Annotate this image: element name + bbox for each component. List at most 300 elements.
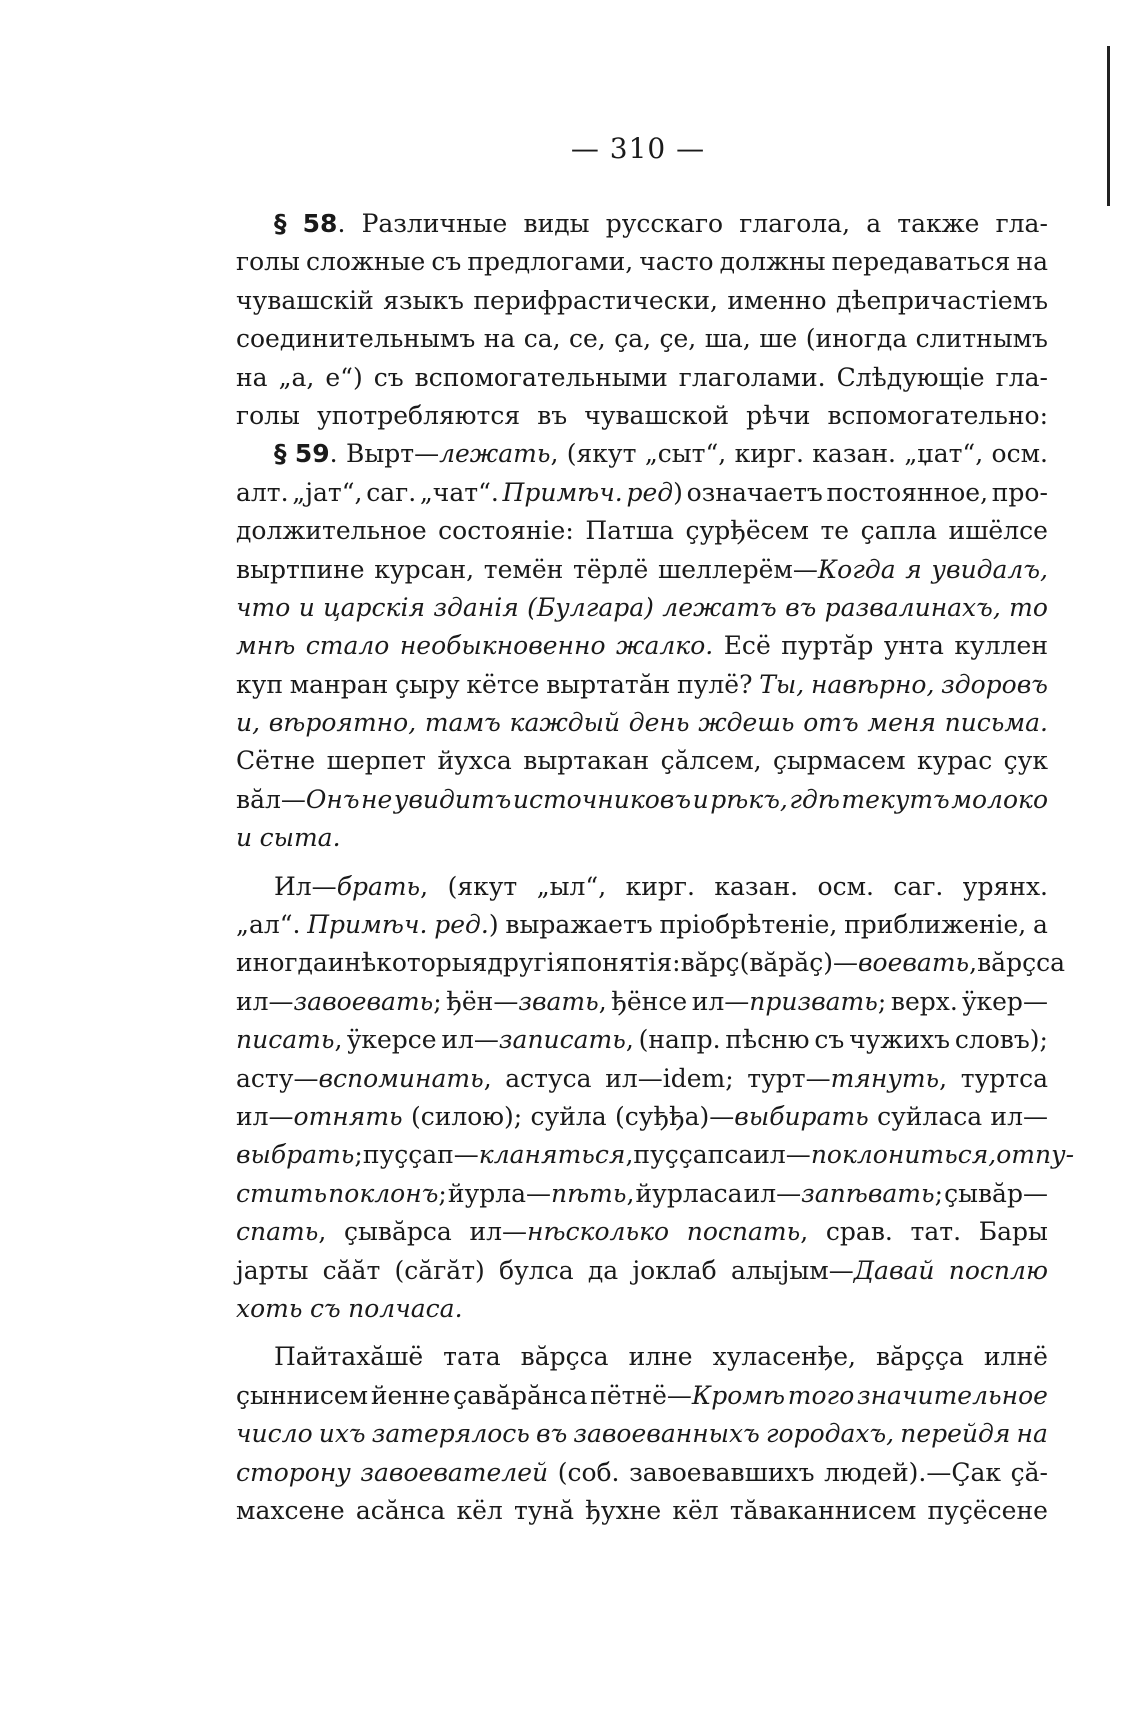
word <box>932 551 1048 589</box>
text-line <box>236 205 1048 243</box>
word <box>672 1492 718 1530</box>
word <box>514 1492 574 1530</box>
word-part: çавăрăнса <box>453 1380 588 1410</box>
word-part: кётсе <box>466 669 540 699</box>
word-part: вăрççа <box>876 1342 964 1372</box>
text-line <box>236 1492 1048 1530</box>
word <box>371 1377 451 1415</box>
word <box>614 320 651 358</box>
word-part: , <box>334 1025 343 1055</box>
word-part: лежать <box>439 439 551 469</box>
word <box>438 512 574 550</box>
word <box>730 1492 916 1530</box>
word-part: туртса <box>960 1063 1048 1093</box>
word <box>735 435 804 473</box>
word-part: и <box>327 948 345 978</box>
word-part: çыннисем <box>236 1380 369 1410</box>
word <box>659 906 837 944</box>
word-part: то <box>1009 592 1048 622</box>
word-part: Когда <box>817 554 896 584</box>
word <box>941 666 1048 704</box>
word-part: кирг. <box>734 439 804 469</box>
word <box>877 1098 982 1136</box>
word <box>437 742 511 780</box>
word-part: увидитъ <box>393 784 512 814</box>
word <box>434 906 498 944</box>
word-part: тунă <box>513 1495 575 1525</box>
word <box>961 1060 1048 1098</box>
word <box>236 1213 326 1251</box>
word <box>945 704 1048 742</box>
word-part: отъ <box>803 708 859 738</box>
word-part: , <box>598 986 607 1016</box>
word <box>317 397 520 435</box>
word <box>803 704 858 742</box>
word <box>425 704 501 742</box>
word <box>236 704 260 742</box>
word-part: выбирать <box>734 1101 869 1131</box>
word <box>279 359 315 397</box>
word <box>724 627 771 665</box>
word-part: булса <box>499 1255 574 1285</box>
word <box>905 551 922 589</box>
word-part: пѣсню <box>725 1025 810 1055</box>
word-part: русскаго <box>605 209 724 238</box>
word-part: асăнса <box>355 1495 446 1525</box>
word-part: дѣепричастіемъ <box>835 285 1048 315</box>
word <box>236 397 300 435</box>
word <box>710 781 788 819</box>
text-line <box>236 819 1048 857</box>
word <box>811 666 934 704</box>
word <box>484 320 516 358</box>
word-part: съ <box>431 247 462 277</box>
word <box>928 1492 1048 1530</box>
word <box>679 359 826 397</box>
word-part: сăăт <box>322 1255 381 1285</box>
word <box>615 1098 869 1136</box>
word <box>686 512 809 550</box>
word-part: завоеванныхъ <box>573 1419 760 1449</box>
word-part: ил— <box>990 1101 1048 1131</box>
word-part: что <box>236 592 291 622</box>
word-part: темён <box>483 554 564 584</box>
word-part: турт— <box>747 1063 831 1093</box>
word-part: ђухне <box>585 1495 662 1525</box>
word-part: йурла— <box>447 1178 551 1208</box>
word-part: мнѣ <box>236 631 296 661</box>
word-part: поспать <box>686 1217 801 1247</box>
word-part: ша, <box>704 324 751 354</box>
word-part: (напр. <box>638 1025 721 1055</box>
word-part: се, <box>569 324 606 354</box>
word <box>467 243 633 281</box>
word-part: и <box>298 592 315 622</box>
word-part: ихъ <box>318 1419 366 1449</box>
word <box>996 1136 1074 1174</box>
word-part: ишёлсе <box>948 516 1048 546</box>
word <box>884 627 944 665</box>
word <box>584 397 729 435</box>
word <box>867 704 936 742</box>
text-line <box>236 1098 1048 1136</box>
word <box>510 704 621 742</box>
word <box>841 781 949 819</box>
word <box>484 551 564 589</box>
word-part: царскія <box>323 592 426 622</box>
word <box>236 627 295 665</box>
word <box>400 627 606 665</box>
word-part: тёрлё <box>573 554 649 584</box>
word <box>327 742 426 780</box>
word <box>348 1290 462 1328</box>
text-line <box>236 435 1048 473</box>
word-part: а <box>866 209 882 238</box>
text-line <box>236 1290 1048 1328</box>
word <box>955 1021 1048 1059</box>
word <box>274 435 287 473</box>
word-part: гла- <box>995 362 1048 392</box>
word-part: пуççапса <box>633 1140 754 1170</box>
text-line <box>236 983 1048 1021</box>
word <box>698 704 794 742</box>
word <box>344 944 487 982</box>
word <box>753 1136 996 1174</box>
word <box>911 1213 962 1251</box>
word <box>537 868 606 906</box>
word-part: на <box>1016 247 1048 277</box>
word <box>513 781 691 819</box>
scan-edge-line <box>1107 46 1110 206</box>
word-part: должительное <box>236 516 427 546</box>
word <box>236 1290 302 1328</box>
word <box>536 1415 567 1453</box>
word <box>292 474 362 512</box>
word-part: предлогами, <box>467 247 634 277</box>
word <box>395 1252 485 1290</box>
word <box>705 320 751 358</box>
word-part: съ <box>309 1293 341 1323</box>
word-part: Патша <box>585 516 674 546</box>
word-part: завоевателей <box>360 1457 549 1487</box>
word <box>531 1098 607 1136</box>
word <box>893 868 943 906</box>
word-part: глаголами. <box>678 362 826 392</box>
word-part: ил— <box>469 1217 528 1247</box>
word-part: завоевать <box>293 986 434 1016</box>
word <box>949 1252 1048 1290</box>
word-part: навѣрно, <box>810 669 935 699</box>
text-line <box>236 320 1048 358</box>
word-part: „јат“, <box>292 477 363 507</box>
text-line <box>236 474 1048 512</box>
word-part: е“) <box>325 362 363 392</box>
word <box>661 742 762 780</box>
word-part: понятія: <box>570 948 681 978</box>
word-part: въ <box>536 1419 568 1449</box>
word-part: çук <box>1003 746 1048 776</box>
word-part: , <box>483 1063 492 1093</box>
text-line <box>236 781 1048 819</box>
word <box>963 868 1048 906</box>
word <box>323 589 425 627</box>
word <box>524 320 561 358</box>
word-part: отнять <box>293 1101 403 1131</box>
word-part: Ты, <box>759 669 805 699</box>
word <box>662 589 776 627</box>
word-part: Ил— <box>274 871 337 901</box>
word-part: лежатъ <box>662 592 777 622</box>
text-line <box>236 589 1048 627</box>
word <box>236 1454 351 1492</box>
text-line <box>236 666 1048 704</box>
word-part: Онъ <box>305 784 360 814</box>
word <box>310 1290 341 1328</box>
word <box>731 1252 935 1290</box>
word-part: (якут <box>566 439 637 469</box>
word-part: ÿкерсе <box>347 1025 437 1055</box>
word <box>866 205 881 243</box>
word <box>362 205 508 243</box>
word-part: саг. <box>366 477 417 507</box>
word-part: писать <box>236 1025 335 1055</box>
word-part: текутъ <box>841 784 950 814</box>
word-part: илнё <box>983 1342 1048 1372</box>
word-part: унта <box>883 631 944 661</box>
word <box>836 282 1048 320</box>
word-part: Слѣдующіе <box>836 362 985 392</box>
word-part: Примѣч. <box>307 910 428 940</box>
word-part: куп <box>236 669 283 699</box>
word <box>781 627 873 665</box>
word-part: ) <box>488 910 499 940</box>
word-part: стало <box>305 631 390 661</box>
word <box>269 704 416 742</box>
word-part: сложные <box>306 247 426 277</box>
word-part: тамъ <box>424 708 501 738</box>
word-part: постоянное, <box>826 477 989 507</box>
word-part: са, <box>523 324 561 354</box>
word <box>236 1252 308 1290</box>
word <box>236 781 360 819</box>
word-part: „а, <box>278 362 315 392</box>
word-part: алт. <box>236 477 289 507</box>
word <box>916 320 1048 358</box>
word <box>996 359 1048 397</box>
word <box>236 1098 403 1136</box>
word <box>466 666 539 704</box>
word <box>590 1377 785 1415</box>
word <box>306 243 425 281</box>
word <box>606 205 723 243</box>
word-part: часто <box>639 247 714 277</box>
word-part: ; <box>438 1178 447 1208</box>
word <box>505 1060 591 1098</box>
word <box>825 589 1001 627</box>
word <box>645 435 726 473</box>
word <box>236 1492 345 1530</box>
word <box>826 1213 893 1251</box>
word-part: йухса <box>437 746 512 776</box>
word-part: письма. <box>944 708 1048 738</box>
word <box>290 666 389 704</box>
word-part: , <box>969 948 978 978</box>
word-part: „џат“, <box>904 439 984 469</box>
word-part: шерпет <box>326 746 426 776</box>
word-part: тăваканнисем <box>729 1495 917 1525</box>
word-part: чувашской <box>584 400 730 430</box>
section-mark: 58 <box>302 209 338 238</box>
word-part: кланяться <box>478 1140 626 1170</box>
word-part: посплю <box>948 1255 1048 1285</box>
word-part: не <box>361 784 393 814</box>
word <box>295 435 338 473</box>
word-part: городахъ, <box>765 1419 895 1449</box>
word <box>448 1175 635 1213</box>
word-part: çурђёсем <box>685 516 809 546</box>
word-part: „ыл“, <box>536 871 607 901</box>
section-mark: § <box>274 439 287 469</box>
word <box>588 1252 618 1290</box>
word-part: означаетъ <box>686 477 823 507</box>
word-part: çывăр— <box>944 1178 1048 1208</box>
word <box>1011 1454 1048 1492</box>
word-part: махсене <box>236 1495 345 1525</box>
word-part: асту— <box>236 1063 319 1093</box>
text-line <box>236 1136 1075 1174</box>
word-part: хоть <box>236 1293 303 1323</box>
text-line <box>236 512 1048 550</box>
word <box>236 512 427 550</box>
word <box>505 906 652 944</box>
word-part: звать <box>518 986 599 1016</box>
word-part: . <box>329 439 338 469</box>
word-part: казан. <box>714 871 799 901</box>
word-part: ђёнсе <box>611 986 688 1016</box>
page-number: — 310 — <box>570 132 706 165</box>
word <box>812 435 896 473</box>
word <box>979 1213 1048 1251</box>
word <box>443 1338 500 1376</box>
word-part: курас <box>916 746 993 776</box>
word <box>319 1415 366 1453</box>
word-part: молоко <box>951 784 1048 814</box>
word-part: ; <box>934 1178 944 1208</box>
word <box>714 868 798 906</box>
word <box>827 474 989 512</box>
word <box>366 474 416 512</box>
word-part: Кромѣ <box>691 1380 786 1410</box>
word <box>415 359 668 397</box>
word <box>236 320 475 358</box>
word-part: значительное <box>856 1380 1048 1410</box>
word <box>344 1213 452 1251</box>
word <box>818 868 874 906</box>
word-part: Сётне <box>236 746 316 776</box>
word <box>236 1175 327 1213</box>
word-part: должны <box>719 247 826 277</box>
word <box>537 397 567 435</box>
word-part: верх. <box>890 986 958 1016</box>
word-part: пѣть <box>551 1178 627 1208</box>
word <box>992 474 1048 512</box>
text-line <box>236 1213 1048 1251</box>
word-part: затерялось <box>371 1419 530 1449</box>
word <box>727 282 826 320</box>
word-part: кёл <box>456 1495 503 1525</box>
word <box>962 983 1048 1021</box>
word-part: ; <box>877 986 887 1016</box>
word <box>521 1338 609 1376</box>
word <box>1033 906 1048 944</box>
word-part: Вырт— <box>345 439 440 469</box>
word <box>361 781 392 819</box>
word-part: вăрçса <box>520 1342 609 1372</box>
word <box>431 243 461 281</box>
word-part: казан. <box>812 439 896 469</box>
word-part: словъ); <box>954 1025 1048 1055</box>
word <box>687 474 823 512</box>
word-part: вспоминать <box>318 1063 484 1093</box>
word-part: на <box>483 324 516 354</box>
word-part: рѣчи <box>746 400 811 430</box>
word-part: также <box>897 209 980 238</box>
word-part: брать <box>336 871 421 901</box>
word-part: астуса <box>505 1063 592 1093</box>
word-part: записать <box>498 1025 626 1055</box>
word <box>996 205 1048 243</box>
word <box>523 742 649 780</box>
word-part: урянх. <box>962 871 1048 901</box>
word-part: перифрастически, <box>473 285 718 315</box>
word <box>814 1021 844 1059</box>
word-part: суйласа <box>877 1101 983 1131</box>
word-part: (якут <box>447 871 518 901</box>
word-part: здоровъ <box>941 669 1048 699</box>
word-part: про- <box>991 477 1048 507</box>
word-part: , <box>626 1178 635 1208</box>
word <box>585 512 674 550</box>
word <box>639 243 713 281</box>
word <box>363 1136 634 1174</box>
word <box>356 1492 445 1530</box>
word-part: тат. <box>910 1217 962 1247</box>
word <box>274 868 428 906</box>
word-part: шеллерём— <box>657 554 818 584</box>
word <box>693 781 709 819</box>
word <box>236 474 289 512</box>
word <box>236 983 442 1021</box>
word <box>236 742 315 780</box>
word <box>372 1415 530 1453</box>
word-part: (сăгăт) <box>394 1255 485 1285</box>
word <box>328 1175 447 1213</box>
word-part: запѣвать <box>801 1178 935 1208</box>
text-line <box>236 551 1048 589</box>
word-part: съ <box>814 1025 845 1055</box>
word-part: , <box>625 1025 634 1055</box>
word <box>917 742 992 780</box>
word <box>360 1454 548 1492</box>
word <box>236 1021 342 1059</box>
word <box>446 983 606 1021</box>
word-part: выртакан <box>523 746 650 776</box>
word-part: ил— <box>753 1140 811 1170</box>
word <box>713 1338 856 1376</box>
word-part: голы <box>236 247 300 277</box>
word-part: çырмасем <box>773 746 906 776</box>
word <box>820 512 849 550</box>
